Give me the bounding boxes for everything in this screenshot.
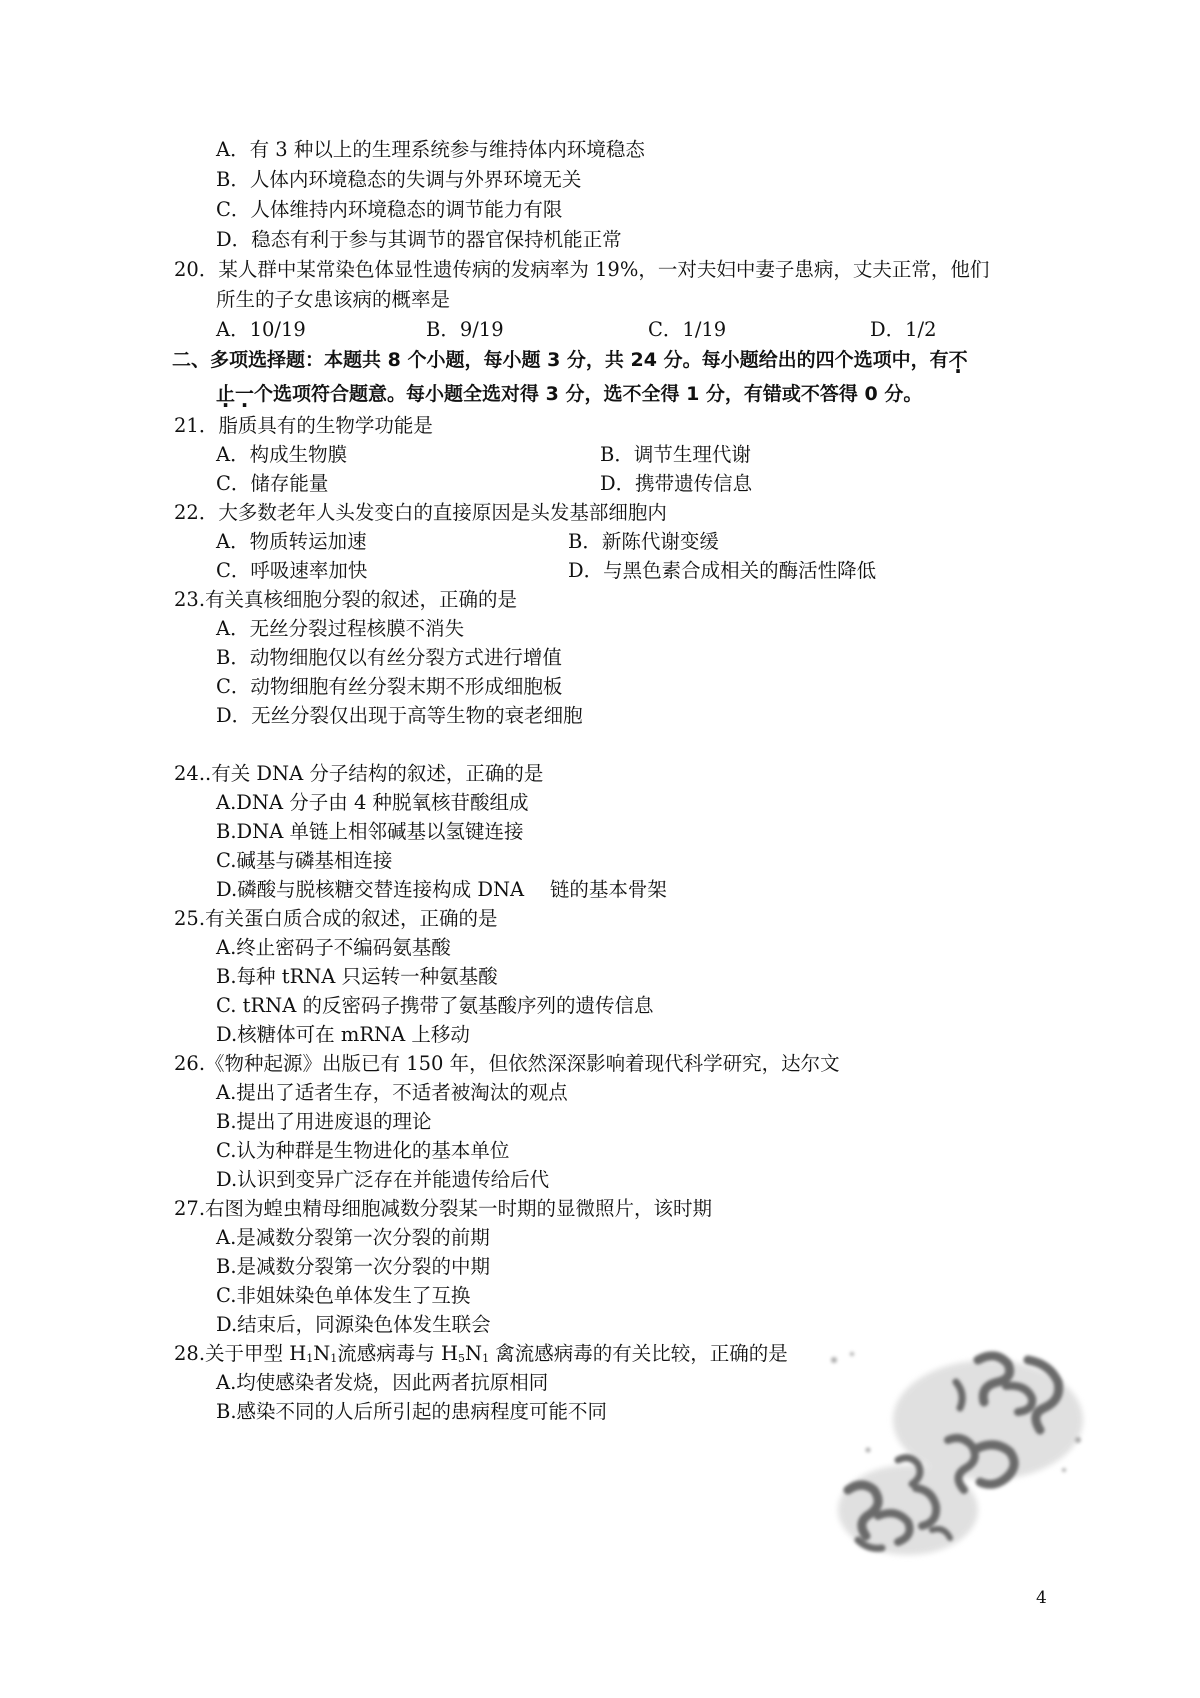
q28-stem-part: 禽流感病毒的有关比较，正确的是 — [489, 1342, 788, 1365]
subscript: 5 — [458, 1352, 465, 1365]
q20-stem-line1: 20．某人群中某常染色体显性遗传病的发病率为 19%，一对夫妇中妻子患病，丈夫正常，他们 — [174, 258, 990, 281]
subscript: 1 — [330, 1352, 338, 1365]
emphasis-char: 一 — [235, 383, 255, 405]
subscript: 1 — [482, 1352, 490, 1365]
q26-option-c: C.认为种群是生物进化的基本单位 — [216, 1139, 510, 1162]
q27-option-c: C.非姐妹染色单体发生了互换 — [216, 1284, 471, 1307]
q23-option-a: A．无丝分裂过程核膜不消失 — [216, 617, 465, 640]
chromosome-micrograph — [828, 1340, 1098, 1570]
q25-option-b: B.每种 tRNA 只运转一种氨基酸 — [216, 965, 498, 988]
emphasis-char: 止 — [216, 383, 236, 405]
q19-option-d: D．稳态有利于参与其调节的器官保持机能正常 — [216, 228, 622, 251]
section2-heading-line2 — [216, 380, 922, 408]
q28-stem-part: 流感病毒与 H — [337, 1342, 458, 1365]
q21-option-c: C．储存能量 — [216, 472, 329, 495]
emphasis-char: 不 — [948, 349, 968, 371]
q21-option-a: A．构成生物膜 — [216, 443, 348, 466]
q24-stem: 24..有关 DNA 分子结构的叙述，正确的是 — [174, 762, 544, 785]
q26-option-a: A.提出了适者生存，不适者被淘汰的观点 — [216, 1081, 568, 1104]
q19-option-a: A．有 3 种以上的生理系统参与维持体内环境稳态 — [216, 138, 645, 161]
q23-option-b: B．动物细胞仅以有丝分裂方式进行增值 — [216, 646, 562, 669]
section2-heading-text: 二、多项选择题：本题共 8 个小题，每小题 3 分，共 24 分。每小题给出的四个选项中，有 — [172, 349, 949, 371]
q25-stem: 25.有关蛋白质合成的叙述，正确的是 — [174, 907, 498, 930]
subscript: 1 — [306, 1352, 314, 1365]
q27-stem: 27.右图为蝗虫精母细胞减数分裂某一时期的显微照片，该时期 — [174, 1197, 713, 1220]
q27-option-b: B.是减数分裂第一次分裂的中期 — [216, 1255, 491, 1278]
q21-stem: 21．脂质具有的生物学功能是 — [174, 414, 433, 437]
q24-option-a: A.DNA 分子由 4 种脱氧核苷酸组成 — [216, 791, 529, 814]
q28-option-b: B.感染不同的人后所引起的患病程度可能不同 — [216, 1400, 608, 1423]
q20-stem-line2: 所生的子女患该病的概率是 — [216, 288, 451, 311]
q24-option-c: C.碱基与磷基相连接 — [216, 849, 393, 872]
q23-option-c: C．动物细胞有丝分裂末期不形成细胞板 — [216, 675, 563, 698]
q23-stem: 23.有关真核细胞分裂的叙述，正确的是 — [174, 588, 518, 611]
q26-option-b: B.提出了用进废退的理论 — [216, 1110, 432, 1133]
section2-heading-text: 个选项符合题意。每小题全选对得 3 分，选不全得 1 分，有错或不答得 0 分。 — [254, 383, 923, 405]
q28-stem-part: N — [465, 1342, 483, 1365]
q20-option-b: B．9/19 — [426, 318, 504, 341]
page-number: 4 — [1036, 1588, 1047, 1608]
q21-option-b: B．调节生理代谢 — [600, 443, 751, 466]
q22-option-b: B．新陈代谢变缓 — [568, 530, 719, 553]
q22-option-d: D．与黑色素合成相关的酶活性降低 — [568, 559, 877, 582]
q20-option-a: A．10/19 — [216, 318, 306, 341]
q22-option-a: A．物质转运加速 — [216, 530, 367, 553]
q20-option-d: D．1/2 — [870, 318, 937, 341]
q28-option-a: A.均使感染者发烧，因此两者抗原相同 — [216, 1371, 549, 1394]
q24-option-b: B.DNA 单链上相邻碱基以氢键连接 — [216, 820, 524, 843]
q20-option-c: C．1/19 — [648, 318, 727, 341]
q19-option-c: C．人体维持内环境稳态的调节能力有限 — [216, 198, 563, 221]
q28-stem-part: N — [313, 1342, 331, 1365]
q19-option-b: B．人体内环境稳态的失调与外界环境无关 — [216, 168, 582, 191]
q27-option-d: D.结束后，同源染色体发生联会 — [216, 1313, 491, 1336]
q27-option-a: A.是减数分裂第一次分裂的前期 — [216, 1226, 490, 1249]
q26-option-d: D.认识到变异广泛存在并能遗传给后代 — [216, 1168, 550, 1191]
q21-option-d: D．携带遗传信息 — [600, 472, 753, 495]
q22-stem: 22．大多数老年人头发变白的直接原因是头发基部细胞内 — [174, 501, 667, 524]
q24-option-d: D.磷酸与脱核糖交替连接构成 DNA 链的基本骨架 — [216, 878, 667, 901]
q28-stem-part: 28.关于甲型 H — [174, 1342, 307, 1365]
q25-option-d: D.核糖体可在 mRNA 上移动 — [216, 1023, 470, 1046]
q22-option-c: C．呼吸速率加快 — [216, 559, 368, 582]
q25-option-c: C. tRNA 的反密码子携带了氨基酸序列的遗传信息 — [216, 994, 654, 1017]
q26-stem: 26.《物种起源》出版已有 150 年，但依然深深影响着现代科学研究，达尔文 — [174, 1052, 840, 1075]
section2-heading-line1 — [172, 346, 968, 374]
q25-option-a: A.终止密码子不编码氨基酸 — [216, 936, 451, 959]
q23-option-d: D．无丝分裂仅出现于高等生物的衰老细胞 — [216, 704, 583, 727]
